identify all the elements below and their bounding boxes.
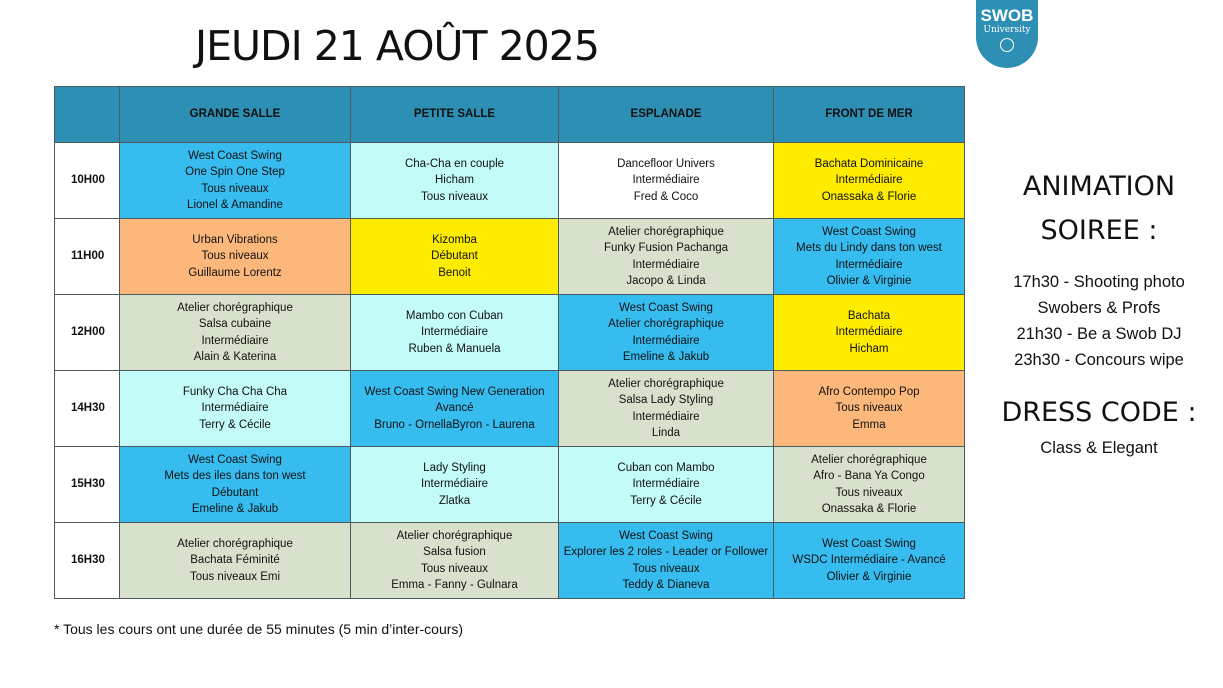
class-line: Intermédiaire <box>835 326 903 339</box>
class-line: Funky Fusion Pachanga <box>603 242 729 254</box>
class-line: Linda <box>651 427 681 439</box>
logo-name: SWOB <box>980 6 1034 25</box>
swob-university-logo <box>976 0 1038 68</box>
class-cell <box>559 295 774 371</box>
class-line: Tous niveaux <box>201 182 269 195</box>
class-line: Intermédiaire <box>201 334 269 347</box>
class-line: West Coast Swing <box>822 537 916 550</box>
schedule-row <box>55 523 965 599</box>
animation-heading: ANIMATION <box>1022 171 1176 202</box>
class-line: Afro - Bana Ya Congo <box>813 470 925 482</box>
class-line: Lady Styling <box>423 461 486 474</box>
class-line: Terry & Cécile <box>199 418 271 431</box>
class-line: Cuban con Mambo <box>617 461 715 474</box>
class-line: Dancefloor Univers <box>617 157 715 170</box>
class-line: West Coast Swing <box>188 149 282 162</box>
class-line: Atelier chorégraphique <box>177 537 293 550</box>
animation-item: 23h30 - Concours wipe <box>1014 351 1184 369</box>
class-line: Salsa Lady Styling <box>618 394 714 406</box>
class-cell <box>351 447 559 523</box>
time-slot: 14H30 <box>55 371 120 447</box>
class-cell <box>559 143 774 219</box>
class-line: West Coast Swing New Generation <box>364 385 545 398</box>
class-cell <box>559 523 774 599</box>
class-line: Teddy & Dianeva <box>622 579 710 591</box>
class-line: Atelier chorégraphique <box>608 377 724 390</box>
class-line: Intermédiaire <box>632 334 700 347</box>
class-cell <box>120 219 351 295</box>
dress-code-heading: DRESS CODE : <box>1001 397 1197 428</box>
class-line: WSDC Intermédiaire - Avancé <box>792 554 946 567</box>
class-line: Kizomba <box>432 233 477 246</box>
class-line: Mambo con Cuban <box>405 309 504 322</box>
animation-item: 17h30 - Shooting photo <box>1013 273 1185 291</box>
class-cell <box>559 447 774 523</box>
schedule-row <box>55 219 965 295</box>
class-line: Intermédiaire <box>632 478 700 491</box>
class-line: Funky Cha Cha Cha <box>182 385 288 398</box>
time-slot: 11H00 <box>55 219 120 295</box>
class-line: Onassaka & Florie <box>821 190 917 203</box>
class-line: Zlatka <box>438 494 471 507</box>
schedule-table <box>54 86 965 599</box>
column-header: GRANDE SALLE <box>120 87 351 143</box>
class-line: Olivier & Virginie <box>826 570 912 583</box>
class-line: Cha-Cha en couple <box>404 157 505 170</box>
class-line: Terry & Cécile <box>630 494 702 507</box>
schedule-row <box>55 447 965 523</box>
class-line: Fred & Coco <box>633 190 699 203</box>
class-cell <box>774 447 965 523</box>
time-slot: 12H00 <box>55 295 120 371</box>
time-column-header <box>55 87 120 143</box>
class-line: Explorer les 2 roles - Leader or Follower <box>563 546 769 558</box>
class-line: Salsa fusion <box>423 546 486 558</box>
class-line: Tous niveaux <box>835 402 903 415</box>
class-line: Débutant <box>211 486 259 499</box>
class-cell <box>120 523 351 599</box>
class-line: Intermédiaire <box>835 174 903 187</box>
class-line: Tous niveaux <box>201 250 269 263</box>
time-slot: 10H00 <box>55 143 120 219</box>
class-cell <box>774 219 965 295</box>
class-line: Jacopo & Linda <box>626 275 706 287</box>
class-line: Intermédiaire <box>420 326 489 339</box>
class-cell <box>120 143 351 219</box>
class-line: One Spin One Step <box>185 166 285 178</box>
class-line: Afro Contempo Pop <box>818 385 920 398</box>
class-line: Intermédiaire <box>632 174 700 187</box>
class-line: Bachata <box>847 309 891 322</box>
class-cell <box>774 523 965 599</box>
class-line: Bachata Dominicaine <box>814 157 924 170</box>
class-line: Hicham <box>435 174 474 187</box>
class-line: Ruben & Manuela <box>408 342 501 355</box>
page-title: JEUDI 21 AOÛT 2025 <box>195 22 599 70</box>
class-line: Tous niveaux <box>420 562 489 575</box>
class-line: Olivier & Virginie <box>826 275 912 287</box>
class-cell <box>351 219 559 295</box>
class-cell <box>120 295 351 371</box>
class-line: Intermédiaire <box>420 478 489 491</box>
class-cell <box>120 371 351 447</box>
class-line: West Coast Swing <box>619 529 713 542</box>
class-line: Bachata Féminité <box>190 554 280 567</box>
class-line: Tous niveaux <box>632 562 700 575</box>
class-line: Benoit <box>438 266 471 279</box>
logo-sub: University <box>983 25 1031 35</box>
column-header: ESPLANADE <box>559 87 774 143</box>
class-line: West Coast Swing <box>188 453 282 466</box>
class-line: West Coast Swing <box>822 225 916 238</box>
class-cell <box>351 371 559 447</box>
class-cell <box>120 447 351 523</box>
schedule-row <box>55 295 965 371</box>
class-line: Atelier chorégraphique <box>396 529 513 542</box>
column-header: PETITE SALLE <box>351 87 559 143</box>
class-cell <box>774 143 965 219</box>
class-line: Bruno - OrnellaByron - Laurena <box>374 418 535 431</box>
class-line: Emma <box>852 418 886 431</box>
class-line: Tous niveaux <box>835 486 903 499</box>
class-line: Alain & Katerina <box>193 351 277 363</box>
schedule-row <box>55 371 965 447</box>
schedule-row <box>55 143 965 219</box>
class-line: Débutant <box>431 250 478 263</box>
class-line: Intermédiaire <box>632 258 700 271</box>
class-line: Atelier chorégraphique <box>811 453 927 466</box>
class-line: Salsa cubaine <box>198 318 272 330</box>
class-line: Atelier chorégraphique <box>608 225 724 238</box>
class-line: Lionel & Amandine <box>187 199 283 211</box>
animation-item: Swobers & Profs <box>1037 299 1161 317</box>
dress-code-value: Class & Elegant <box>1040 439 1158 457</box>
animation-section <box>985 165 1213 461</box>
class-line: Avancé <box>435 402 474 415</box>
class-cell <box>351 295 559 371</box>
footnote: * Tous les cours ont une durée de 55 minutes (5 min d’inter-cours) <box>54 621 464 637</box>
class-cell <box>559 219 774 295</box>
animation-heading: SOIREE : <box>1040 215 1158 246</box>
class-cell <box>774 371 965 447</box>
class-line: Urban Vibrations <box>192 233 278 246</box>
animation-item: 21h30 - Be a Swob DJ <box>1016 325 1182 343</box>
class-cell <box>559 371 774 447</box>
class-cell <box>774 295 965 371</box>
class-line: Emma - Fanny - Gulnara <box>391 579 518 591</box>
time-slot: 15H30 <box>55 447 120 523</box>
class-line: Tous niveaux <box>420 190 489 203</box>
column-header: FRONT DE MER <box>774 87 965 143</box>
schedule-header-row <box>55 87 965 143</box>
time-slot: 16H30 <box>55 523 120 599</box>
class-line: Intermédiaire <box>632 410 700 423</box>
class-line: Tous niveaux Emi <box>189 570 281 583</box>
class-line: Intermédiaire <box>835 258 903 271</box>
class-line: Guillaume Lorentz <box>188 266 282 279</box>
class-line: Onassaka & Florie <box>821 503 917 515</box>
class-line: Mets du Lindy dans ton west <box>796 242 942 254</box>
class-line: Mets des iles dans ton west <box>164 470 306 482</box>
class-line: Emeline & Jakub <box>191 503 279 515</box>
class-line: Intermédiaire <box>201 402 269 415</box>
class-line: Atelier chorégraphique <box>608 318 724 330</box>
class-line: Atelier chorégraphique <box>177 301 293 314</box>
class-line: Hicham <box>849 342 889 355</box>
class-line: Emeline & Jakub <box>622 351 710 363</box>
class-line: West Coast Swing <box>619 301 713 314</box>
class-cell <box>351 523 559 599</box>
class-cell <box>351 143 559 219</box>
crest-icon <box>1000 38 1014 52</box>
